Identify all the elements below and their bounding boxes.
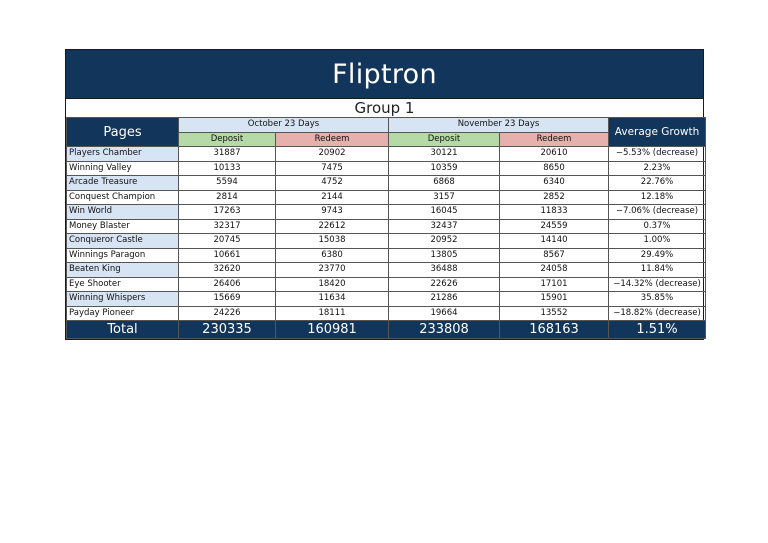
data-table (66, 117, 706, 339)
total-oct-redeem: 160981 (276, 321, 389, 339)
table-row (67, 306, 706, 321)
oct-redeem-cell: 7475 (276, 161, 389, 176)
oct-deposit-cell: 32317 (179, 219, 276, 234)
nov-deposit-cell: 13805 (389, 248, 500, 263)
nov-deposit-cell: 19664 (389, 306, 500, 321)
page-name-cell: Beaten King (67, 263, 179, 278)
growth-cell: 1.00% (609, 234, 706, 249)
total-row (67, 321, 706, 339)
growth-cell: 12.18% (609, 190, 706, 205)
table-row (67, 147, 706, 162)
oct-deposit-cell: 32620 (179, 263, 276, 278)
nov-redeem-cell: 14140 (500, 234, 609, 249)
nov-deposit-cell: 10359 (389, 161, 500, 176)
total-oct-deposit: 230335 (179, 321, 276, 339)
nov-redeem-cell: 24058 (500, 263, 609, 278)
nov-deposit-cell: 22626 (389, 277, 500, 292)
page-name-cell: Winning Whispers (67, 292, 179, 307)
nov-redeem-header: Redeem (500, 132, 609, 147)
oct-deposit-cell: 5594 (179, 176, 276, 191)
oct-deposit-cell: 17263 (179, 205, 276, 220)
growth-cell: 29.49% (609, 248, 706, 263)
pages-header: Pages (67, 118, 179, 147)
oct-deposit-cell: 20745 (179, 234, 276, 249)
oct-redeem-cell: 2144 (276, 190, 389, 205)
nov-deposit-header: Deposit (389, 132, 500, 147)
report-sheet (65, 49, 704, 340)
oct-redeem-cell: 6380 (276, 248, 389, 263)
growth-cell: −18.82% (decrease) (609, 306, 706, 321)
oct-redeem-header: Redeem (276, 132, 389, 147)
oct-redeem-cell: 11634 (276, 292, 389, 307)
growth-cell: 35.85% (609, 292, 706, 307)
total-nov-redeem: 168163 (500, 321, 609, 339)
oct-redeem-cell: 22612 (276, 219, 389, 234)
page-name-cell: Winnings Paragon (67, 248, 179, 263)
growth-cell: 11.84% (609, 263, 706, 278)
table-row (67, 161, 706, 176)
nov-redeem-cell: 15901 (500, 292, 609, 307)
oct-deposit-cell: 26406 (179, 277, 276, 292)
oct-deposit-cell: 31887 (179, 147, 276, 162)
nov-redeem-cell: 20610 (500, 147, 609, 162)
oct-deposit-header: Deposit (179, 132, 276, 147)
oct-deposit-cell: 2814 (179, 190, 276, 205)
oct-deposit-cell: 10661 (179, 248, 276, 263)
nov-redeem-cell: 17101 (500, 277, 609, 292)
table-row (67, 176, 706, 191)
growth-cell: −14.32% (decrease) (609, 277, 706, 292)
page-name-cell: Winning Valley (67, 161, 179, 176)
page-name-cell: Money Blaster (67, 219, 179, 234)
average-growth-header: Average Growth (609, 118, 706, 147)
oct-redeem-cell: 9743 (276, 205, 389, 220)
table-row (67, 263, 706, 278)
oct-deposit-cell: 24226 (179, 306, 276, 321)
growth-cell: 2.23% (609, 161, 706, 176)
oct-redeem-cell: 23770 (276, 263, 389, 278)
nov-deposit-cell: 6868 (389, 176, 500, 191)
table-row (67, 205, 706, 220)
growth-cell: −7.06% (decrease) (609, 205, 706, 220)
nov-deposit-cell: 32437 (389, 219, 500, 234)
report-title: Fliptron (66, 50, 703, 98)
growth-cell: 22.76% (609, 176, 706, 191)
table-row (67, 234, 706, 249)
oct-redeem-cell: 18420 (276, 277, 389, 292)
page-name-cell: Conqueror Castle (67, 234, 179, 249)
table-row (67, 190, 706, 205)
page-name-cell: Arcade Treasure (67, 176, 179, 191)
page-name-cell: Eye Shooter (67, 277, 179, 292)
oct-redeem-cell: 15038 (276, 234, 389, 249)
table-row (67, 248, 706, 263)
nov-redeem-cell: 11833 (500, 205, 609, 220)
growth-cell: 0.37% (609, 219, 706, 234)
november-header: November 23 Days (389, 118, 609, 133)
table-row (67, 292, 706, 307)
group-label: Group 1 (66, 98, 703, 117)
nov-redeem-cell: 24559 (500, 219, 609, 234)
oct-deposit-cell: 10133 (179, 161, 276, 176)
oct-redeem-cell: 18111 (276, 306, 389, 321)
nov-redeem-cell: 2852 (500, 190, 609, 205)
nov-deposit-cell: 21286 (389, 292, 500, 307)
nov-redeem-cell: 6340 (500, 176, 609, 191)
nov-deposit-cell: 36488 (389, 263, 500, 278)
nov-deposit-cell: 30121 (389, 147, 500, 162)
growth-cell: −5.53% (decrease) (609, 147, 706, 162)
nov-deposit-cell: 16045 (389, 205, 500, 220)
nov-deposit-cell: 3157 (389, 190, 500, 205)
table-row (67, 277, 706, 292)
nov-deposit-cell: 20952 (389, 234, 500, 249)
page-name-cell: Players Chamber (67, 147, 179, 162)
total-nov-deposit: 233808 (389, 321, 500, 339)
total-growth: 1.51% (609, 321, 706, 339)
page-name-cell: Win World (67, 205, 179, 220)
nov-redeem-cell: 8567 (500, 248, 609, 263)
oct-redeem-cell: 20902 (276, 147, 389, 162)
page-name-cell: Conquest Champion (67, 190, 179, 205)
nov-redeem-cell: 13552 (500, 306, 609, 321)
page-name-cell: Payday Pioneer (67, 306, 179, 321)
oct-deposit-cell: 15669 (179, 292, 276, 307)
nov-redeem-cell: 8650 (500, 161, 609, 176)
oct-redeem-cell: 4752 (276, 176, 389, 191)
table-row (67, 219, 706, 234)
total-label: Total (67, 321, 179, 339)
october-header: October 23 Days (179, 118, 389, 133)
